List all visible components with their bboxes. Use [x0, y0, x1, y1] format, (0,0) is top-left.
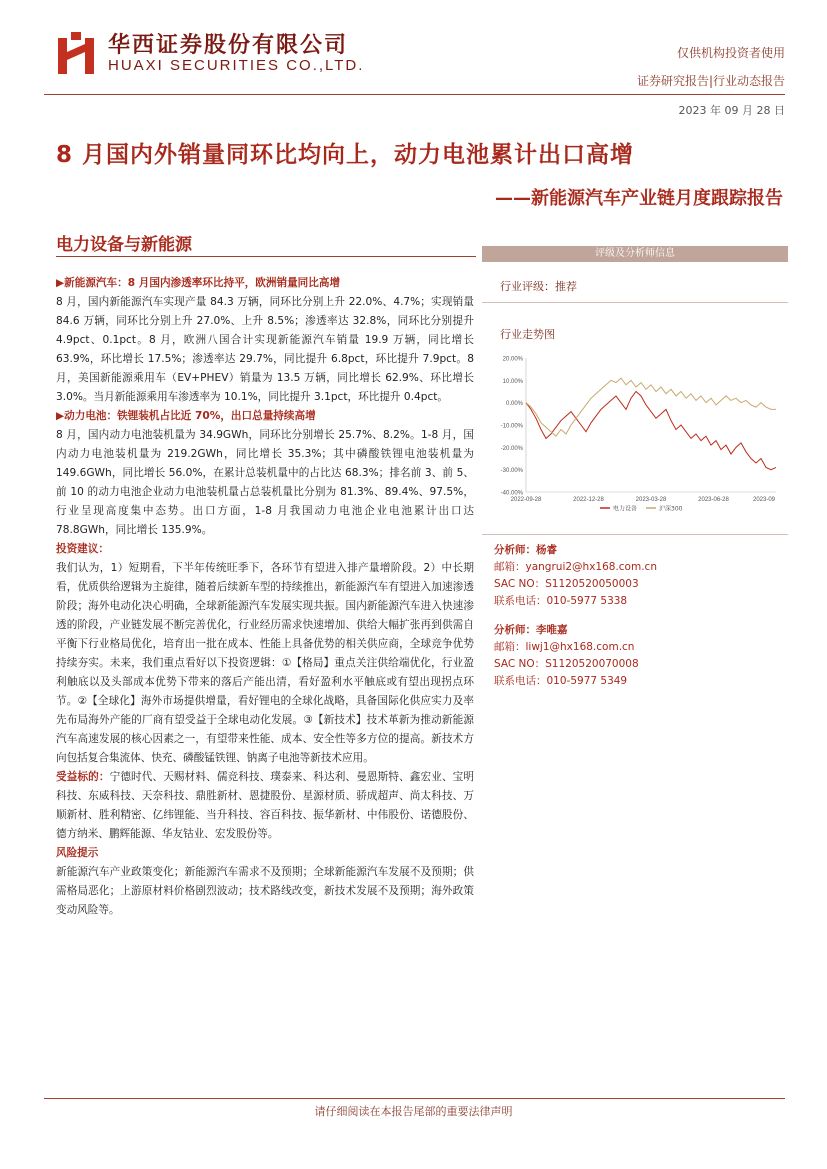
y-tick-label: 10.00%: [502, 378, 523, 385]
header-divider: [44, 94, 785, 95]
trend-chart-title: 行业走势图: [500, 328, 555, 341]
y-tick-label: -30.00%: [500, 468, 523, 475]
section-text-nev: 8 月，国内新能源汽车实现产量 84.3 万辆，同环比分别上升 22.0%、4.7%；实现销量 84.6 万辆，同环比分别上升 27.0%、上升 8.5%；渗透率达 32.8%，同环比分别提升 4.9pct、0.1pct。8 月，欧洲八国合计实现新能源汽车销量 19.9 万辆，同比增长 63.9%，环比增长 17.5%；渗透率达 29.7%，同比提升 6.8pct，环比提升 7.9pct。8 月，美国新能源乘用车（EV+PHEV）销量为 13.5 万辆，同比增长 62.9%、环比增长 3.0%。当月新能源乘用车渗透率为 10.1%，同比提升 3.1pct，环比提升 0.4pct。: [56, 296, 474, 403]
audience-tag: 仅供机构投资者使用: [676, 46, 785, 60]
y-tick-label: -20.00%: [500, 445, 523, 452]
x-tick-label: 2023-03-28: [635, 497, 667, 503]
section-text-risk: 新能源汽车产业政策变化；新能源汽车需求不及预期；全球新能源汽车发展不及预期；供需格局恶化；上游原材料价格剧烈波动；技术路线改变，新技术发展不及预期；海外政策变动风险等。: [56, 866, 474, 916]
report-type-tag: 证券研究报告|行业动态报告: [636, 74, 785, 88]
section-heading-nev: ▶新能源汽车：8 月国内渗透率环比持平，欧洲销量同比高增: [56, 277, 341, 289]
arrow-icon: ▶: [56, 277, 65, 289]
section-text-battery: 8 月，国内动力电池装机量为 34.9GWh，同环比分别增长 25.7%、8.2%。1-8 月，国内动力电池装机量为 219.2GWh，同比增长 35.3%；其中磷酸铁锂电池装机量为 149.6GWh，同比增长 56.0%，在累计总装机量中的占比达 68.3%；排名前 3、前 5、前 10 的动力电池企业动力电池装机量占总装机量比分别为 81.3%、89.4%、97.5%，行业呈现高度集中态势。出口方面，1-8 月我国动力电池企业电池累计出口达 78.8GWh，同比增长 135.9%。: [56, 429, 474, 536]
sector-divider: [56, 256, 476, 257]
section-heading-risk: 风险提示: [56, 847, 99, 859]
company-name-cn: 华西证券股份有限公司: [108, 32, 349, 58]
x-tick-label: 2023-06-28: [698, 497, 729, 503]
legend-label: 电力设备: [613, 505, 638, 513]
analyst-sac: SAC NO：S1120520050003: [494, 578, 639, 590]
footer-divider: [44, 1098, 785, 1099]
report-title: 8 月国内外销量同环比均向上，动力电池累计出口高增: [56, 142, 635, 168]
arrow-icon: ▶: [56, 410, 65, 422]
y-tick-label: 20.00%: [502, 356, 523, 363]
analyst-email: 邮箱：yangrui2@hx168.com.cn: [494, 561, 657, 573]
analyst-phone: 联系电话：010-5977 5338: [494, 595, 628, 607]
y-axis-labels: [501, 357, 524, 497]
section-beneficiaries: 受益标的：宁德时代、天赐材料、儒竞科技、璞泰来、科达利、曼恩斯特、鑫宏业、宝明科技、东威科技、天奈科技、鼎胜新材、恩捷股份、星源材质、骄成超声、尚太科技、万顺新材、胜利精密、亿纬锂能、当升科技、容百科技、振华新材、中伟股份、诺德股份、德方纳米、鹏辉能源、华友钴业、宏发股份等。: [56, 771, 475, 840]
analyst-sac: SAC NO：S1120520070008: [494, 658, 639, 670]
series-line-电力设备: [526, 392, 776, 470]
report-date: 2023 年 09 月 28 日: [678, 104, 785, 117]
y-tick-label: 0.00%: [505, 401, 523, 408]
section-text-investment: 我们认为，1）短期看，下半年传统旺季下，各环节有望进入排产量增阶段。2）中长期看，优质供给逻辑为主旋律，随着后续新车型的持续推出，新能源汽车有望进入加速渗透阶段；海外电动化决心明确，全球新能源汽车发展实现共振。国内新能源汽车进入快速渗透的阶段，产业链发展不断完善优化，行业经历需求快速增加、供给大幅扩张再到供需自平衡下行业格局优化，培育出一批在成本、性能上具备优势的相关供应商，全球竞争优势持续夯实。未来，我们重点看好以下投资逻辑：①【格局】重点关注供给端优化，行业盈利触底以及头部成本优势下带来的落后产能出清，看好盈利水平触底或有望出现拐点环节。②【全球化】海外市场提供增量，看好锂电的全球化战略，具备国际化供应实力及率先布局海外产能的厂商有望受益于全球电动化发展。③【新技术】技术革新为推动新能源汽车高速发展的核心因素之一，有望带来性能、成本、安全性等多方位的提高。新技术方向包括复合集流体、快充、磷酸锰铁锂、钠离子电池等新技术应用。: [56, 562, 474, 764]
y-tick-label: -40.00%: [500, 490, 523, 497]
section-heading-battery: ▶动力电池：铁锂装机占比近 70%，出口总量持续高增: [56, 410, 316, 422]
industry-trend-chart: [492, 350, 788, 520]
analyst-name: 分析师：李唯嘉: [494, 624, 568, 636]
panel-divider: [482, 302, 788, 303]
company-name-en: HUAXI SECURITIES CO.,LTD.: [108, 57, 365, 74]
x-axis-labels: [511, 497, 776, 503]
report-subtitle: ——新能源汽车产业链月度跟踪报告: [495, 188, 783, 209]
analyst-phone: 联系电话：010-5977 5349: [494, 675, 628, 687]
huaxi-logo-icon: [56, 30, 96, 76]
x-tick-label: 2023-09: [752, 497, 776, 503]
series-line-沪深300: [526, 378, 776, 436]
sector-name: 电力设备与新能源: [56, 235, 192, 255]
industry-rating: 行业评级：推荐: [500, 280, 577, 293]
y-tick-label: -10.00%: [500, 423, 523, 430]
section-heading-investment: 投资建议：: [56, 543, 109, 555]
legend-label: 沪深300: [659, 505, 683, 513]
legal-notice: 请仔细阅读在本报告尾部的重要法律声明: [314, 1105, 513, 1118]
analyst-email: 邮箱：liwj1@hx168.com.cn: [494, 641, 635, 653]
analyst-card: [494, 622, 790, 690]
report-body: [56, 274, 474, 920]
panel-divider: [482, 534, 788, 535]
analyst-name: 分析师：杨睿: [494, 544, 557, 556]
x-tick-label: 2022-09-28: [510, 497, 542, 503]
panel-header: 评级及分析师信息: [482, 246, 788, 262]
x-tick-label: 2022-12-28: [573, 497, 604, 503]
analyst-card: [494, 542, 790, 610]
chart-legend: [600, 505, 683, 513]
